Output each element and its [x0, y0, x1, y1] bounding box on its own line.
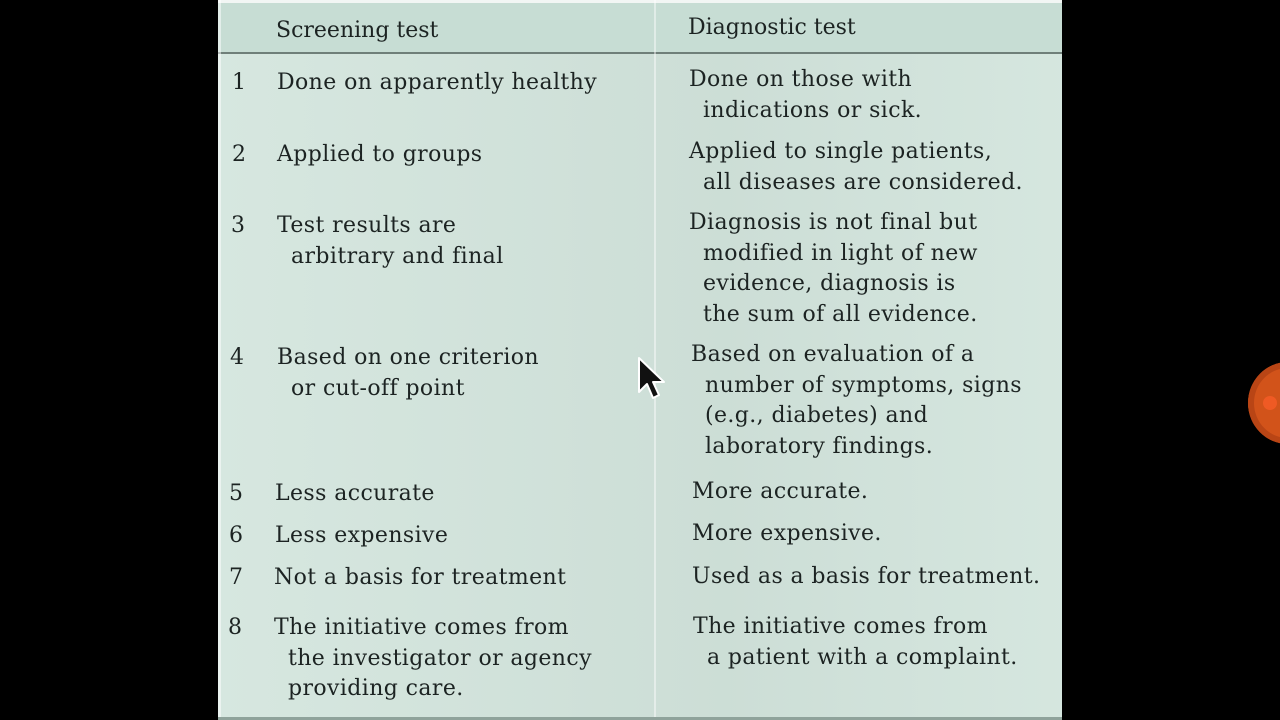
diagnostic-cell — [693, 612, 1018, 673]
screening-text-line: Based on one criterion — [277, 345, 540, 370]
row-number: 1 — [232, 70, 246, 95]
diagnostic-cell — [691, 340, 1022, 462]
screening-cell — [277, 211, 504, 272]
diagnostic-text-line: Applied to single patients, — [689, 139, 993, 164]
row-number: 6 — [229, 523, 243, 548]
diagnostic-cell — [692, 519, 882, 550]
diagnostic-text-line: More accurate. — [692, 479, 869, 504]
screening-text-line: or cut-off point — [291, 375, 465, 401]
diagnostic-text-line: modified in light of new — [703, 240, 978, 266]
screening-cell — [277, 343, 539, 404]
diagnostic-text-line: number of symptoms, signs — [705, 372, 1022, 398]
screening-cell — [275, 521, 448, 552]
screening-text-line: arbitrary and final — [291, 243, 504, 269]
screening-text-line: Less accurate — [275, 481, 435, 506]
diagnostic-cell — [689, 208, 978, 330]
row-number: 7 — [229, 565, 243, 590]
diagnostic-text-line: Done on those with — [689, 67, 913, 92]
screening-text-line: providing care. — [288, 676, 464, 701]
screening-text-line: The initiative comes from — [274, 615, 569, 640]
mouse-pointer-icon — [637, 356, 667, 402]
diagnostic-text-line: Diagnosis is not final but — [689, 210, 978, 235]
diagnostic-text-line: the sum of all evidence. — [703, 301, 978, 327]
diagnostic-text-line: all diseases are considered. — [703, 169, 1023, 195]
screening-text-line: Not a basis for treatment — [274, 565, 567, 590]
row-number: 8 — [228, 615, 242, 640]
header-diagnostic-test: Diagnostic test — [688, 15, 856, 40]
diagnostic-text-line: The initiative comes from — [693, 614, 988, 639]
record-button-icon[interactable] — [1248, 362, 1280, 444]
screening-text-line: Less expensive — [275, 523, 449, 548]
diagnostic-text-line: indications or sick. — [703, 97, 923, 123]
screening-cell — [277, 140, 483, 171]
row-number: 4 — [230, 345, 244, 370]
screening-text-line: Test results are — [277, 213, 457, 238]
screening-cell — [277, 68, 597, 99]
header-screening-test: Screening test — [276, 18, 439, 43]
screening-text-line: the investigator or agency — [288, 645, 592, 671]
diagnostic-text-line: a patient with a complaint. — [707, 644, 1018, 670]
diagnostic-text-line: evidence, diagnosis is — [703, 271, 956, 296]
row-number: 3 — [231, 213, 245, 238]
diagnostic-cell — [692, 477, 868, 508]
diagnostic-text-line: More expensive. — [692, 521, 882, 546]
diagnostic-cell — [689, 65, 922, 126]
record-indicator — [1263, 396, 1277, 410]
diagnostic-text-line: Used as a basis for treatment. — [692, 564, 1041, 589]
screening-cell — [274, 613, 592, 705]
screening-cell — [274, 563, 566, 594]
diagnostic-cell — [689, 137, 1023, 198]
diagnostic-text-line: Based on evaluation of a — [691, 342, 975, 367]
screening-text-line: Done on apparently healthy — [277, 70, 598, 95]
diagnostic-text-line: (e.g., diabetes) and — [705, 403, 929, 428]
diagnostic-text-line: laboratory findings. — [705, 433, 934, 459]
screening-text-line: Applied to groups — [277, 142, 483, 167]
page-left-edge — [218, 0, 221, 720]
row-number: 5 — [229, 481, 243, 506]
row-number: 2 — [232, 142, 246, 167]
screening-cell — [275, 479, 435, 510]
diagnostic-cell — [692, 562, 1040, 593]
